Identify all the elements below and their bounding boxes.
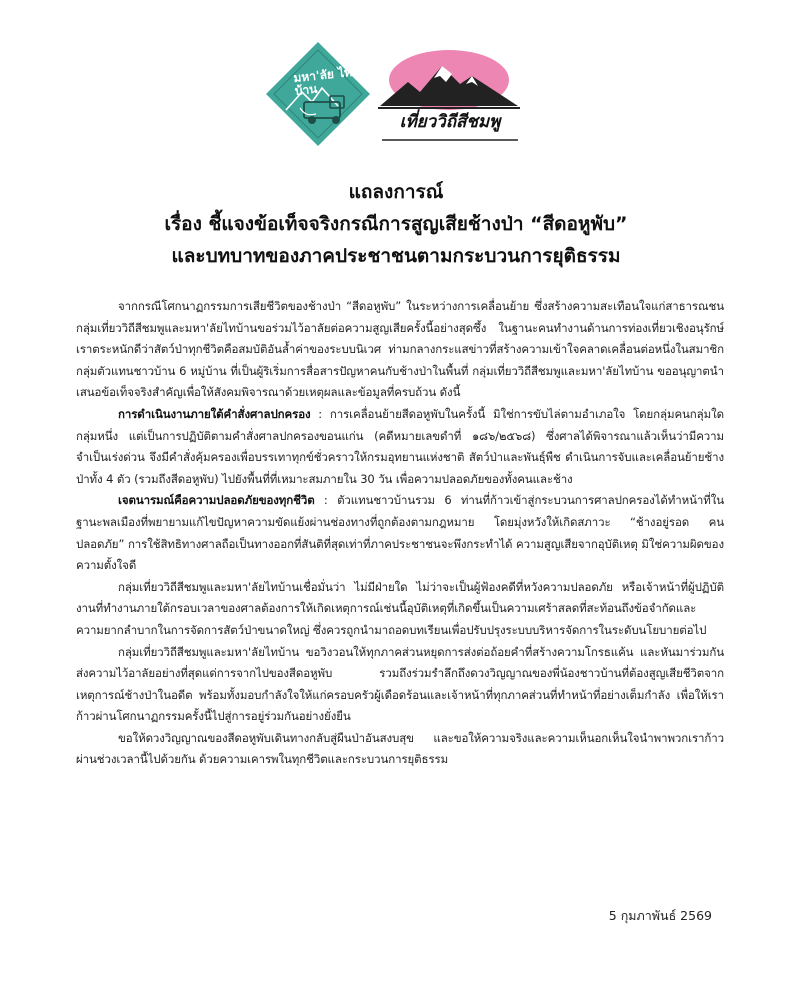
text-safety-intent: : ตัวแทนชาวบ้านรวม 6 ท่านที่ก้าวเข้าสู่กระบวนการศาลปกครองได้ทำหน้าที่ในฐานะพลเมืองที่พยายามแก้ไขปัญหาความขัดแย้งผ่านช่องทางที่ถูกต้องตามกฎหมาย โดยมุ่งหวังให้เกิดสภาวะ “ช้างอยู่รอด คนปลอดภัย” การใช้สิทธิทางศาลถือเป็นทางออกที่สันติที่สุดเท่าที่ภาคประชาชนจะพึงกระทำได้ ความสูญเสียจากอุบัติเหตุ มิใช่ความผิดของความตั้งใจดี [76, 493, 724, 573]
statement-date: 5 กุมภาพันธ์ 2569 [608, 908, 712, 923]
paragraph-safety-intent [76, 490, 724, 576]
thiao-withi-si-chom-phu-logo [368, 48, 530, 148]
paragraph-intro: จากกรณีโศกนาฏกรรมการเสียชีวิตของช้างป่า “สีดอหูพับ” ในระหว่างการเคลื่อนย้าย ซึ่งสร้างความสะเทือนใจแก่สาธารณชน กลุ่มเที่ยววิถีสีชมพูและมหา'ลัยไทบ้านขอร่วมไว้อาลัยต่อความสูญเสียครั้งนี้อย่างสุดซึ้ง ในฐานะคนทำงานด้านการท่องเที่ยวเชิงอนุรักษ์ เราตระหนักดีว่าสัตว์ป่าทุกชีวิตคือสมบัติอันล้ำค่าของระบบนิเวศ ท่ามกลางกระแสข่าวที่สร้างความเข้าใจคลาดเคลื่อนต่อหนึ่งในสมาชิกกลุ่มตัวแทนชาวบ้าน 6 หมู่บ้าน ที่เป็นผู้ริเริ่มการสื่อสารปัญหาคนกับช้างป่าในพื้นที่ กลุ่มเที่ยววิถีสีชมพูและมหา'ลัยไทบ้าน ขออนุญาตนำเสนอข้อเท็จจริงสำคัญเพื่อให้สังคมพิจารณาด้วยเหตุผลและข้อมูลที่ครบถ้วน ดังนี้ [76, 299, 724, 400]
maha-lai-thai-ban-logo [264, 40, 372, 148]
paragraph-no-blame: กลุ่มเที่ยววิถีสีชมพูและมหา'ลัยไทบ้านเชื่อมั่นว่า ไม่มีฝ่ายใด ไม่ว่าจะเป็นผู้ฟ้องคดีที่หวังความปลอดภัย หรือเจ้าหน้าที่ผู้ปฏิบัติงานที่ทำงานภายใต้กรอบเวลาของศาลต้องการให้เกิดเหตุการณ์เช่นนี้อุบัติเหตุที่เกิดขึ้นเป็นความเศร้าสลดที่สะท้อนถึงข้อจำกัดและความยากลำบากในการจัดการสัตว์ป่าขนาดใหญ่ ซึ่งควรถูกนำมาถอดบทเรียนเพื่อปรับปรุงระบบบริหารจัดการในระดับนโยบายต่อไป [76, 579, 724, 637]
statement-title: แถลงการณ์ [348, 181, 444, 203]
paragraph-closing: ขอให้ดวงวิญญาณของสีดอหูพับเดินทางกลับสู่ผืนป่าอันสงบสุข และขอให้ความจริงและความเห็นอกเห็นใจนำพาพวกเราก้าวผ่านช่วงเวลานี้ไปด้วยกัน ด้วยความเคารพในทุกชีวิตและกระบวนการยุติธรรม [76, 730, 724, 767]
statement-subtitle: และบทบาทของภาคประชาชนตามกระบวนการยุติธรรม [171, 245, 621, 267]
paragraph-court-order [76, 404, 724, 490]
text-court-order: : การเคลื่อนย้ายสีดอหูพับในครั้งนี้ มิใช่การขับไล่ตามอำเภอใจ โดยกลุ่มคนกลุ่มใดกลุ่มหนึ่ง แต่เป็นการปฏิบัติตามคำสั่งศาลปกครองขอนแก่น (คดีหมายเลขดำที่ ๑๘๖/๒๕๖๘) ซึ่งศาลได้พิจารณาแล้วเห็นว่ามีความจำเป็นเร่งด่วน จึงมีคำสั่งคุ้มครองเพื่อบรรเทาทุกข์ชั่วคราวให้กรมอุทยานแห่งชาติ สัตว์ป่าและพันธุ์พืช ดำเนินการจับและเคลื่อนย้ายช้างป่าทั้ง 4 ตัว (รวมถึงสีดอหูพับ) ไปยังพื้นที่ที่เหมาะสมภายใน 30 วัน เพื่อความปลอดภัยของทั้งคนและช้าง [76, 406, 724, 486]
statement-header [0, 176, 792, 272]
paragraph-appeal: กลุ่มเที่ยววิถีสีชมพูและมหา'ลัยไทบ้าน ขอวิงวอนให้ทุกภาคส่วนหยุดการส่งต่อถ้อยคำที่สร้างความโกรธแค้น และหันมาร่วมกันส่งความไว้อาลัยอย่างที่สุดแด่การจากไปของสีดอหูพับ รวมถึงร่วมรำลึกถึงดวงวิญญาณของพี่น้องชาวบ้านที่ต้องสูญเสียชีวิตจากเหตุการณ์ช้างป่าในอดีต พร้อมทั้งมอบกำลังใจให้แก่ครอบครัวผู้เดือดร้อนและเจ้าหน้าที่ทุกภาคส่วนที่ทำหน้าที่อย่างเต็มกำลัง เพื่อให้เราก้าวผ่านโศกนาฏกรรมครั้งนี้ไปสู่การอยู่ร่วมกันอย่างยั่งยืน [76, 644, 724, 724]
heading-safety-intent: เจตนารมณ์คือความปลอดภัยของทุกชีวิต [118, 493, 315, 508]
left-logo-text: มหา'ลัย ไทบ้าน [292, 65, 353, 99]
statement-body [76, 296, 724, 771]
statement-subject: เรื่อง ชี้แจงข้อเท็จจริงกรณีการสูญเสียช้างป่า “สีดอหูพับ” [164, 213, 628, 235]
heading-court-order: การดำเนินงานภายใต้คำสั่งศาลปกครอง [118, 406, 311, 421]
right-logo-text: เที่ยววิถีสีชมพู [399, 112, 501, 132]
